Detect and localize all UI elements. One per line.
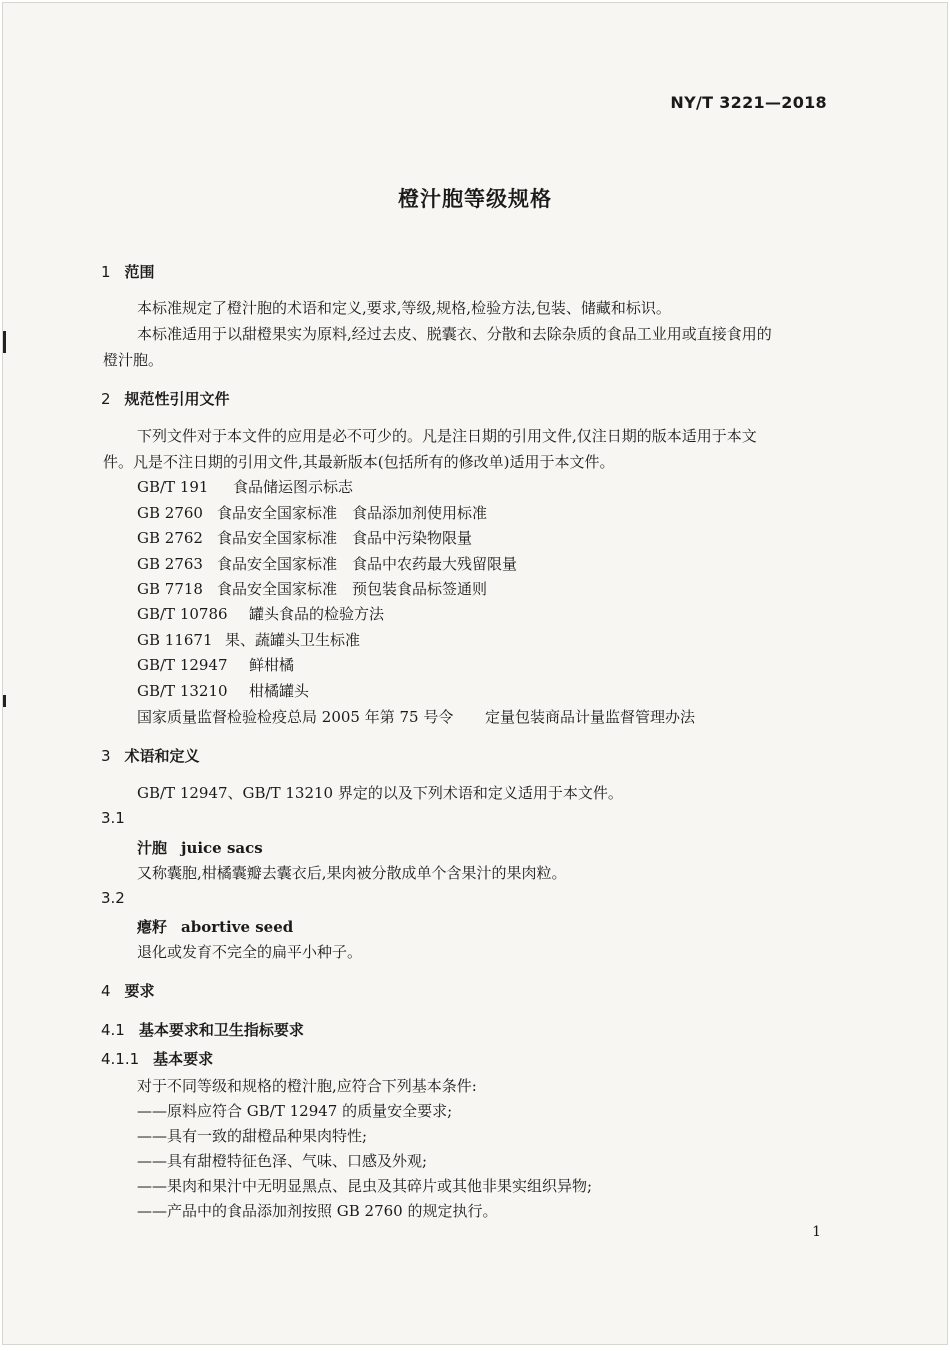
requirement-item: ——具有一致的甜橙品种果肉特性; (137, 1127, 368, 1145)
reference-code: GB/T 12947 (137, 656, 228, 674)
clause-number: 3.1 (101, 809, 125, 827)
scope-paragraph-2-line-1: 本标准适用于以甜橙果实为原料,经过去皮、脱囊衣、分散和去除杂质的食品工业用或直接食用的 (137, 325, 772, 343)
section-number: 4 (101, 982, 111, 1000)
reference-item (137, 654, 294, 675)
reference-name: 柑橘罐头 (249, 682, 310, 700)
term-name: 汁胞 (137, 839, 168, 857)
reference-name: 定量包装商品计量监督管理办法 (485, 708, 696, 726)
reference-name: 食品储运图示标志 (233, 478, 354, 496)
section-number: 3 (101, 747, 111, 765)
reference-item (137, 706, 695, 727)
subsection-4-1-1-heading (101, 1048, 213, 1069)
reference-name: 罐头食品的检验方法 (249, 605, 385, 623)
reference-name: 鲜柑橘 (249, 656, 295, 674)
subsection-number: 4.1 (101, 1021, 125, 1039)
reference-name: 食品安全国家标准 预包装食品标签通则 (217, 580, 488, 598)
reference-code: GB 2763 (137, 555, 203, 573)
section-title: 要求 (124, 982, 155, 1000)
references-intro-line-1: 下列文件对于本文件的应用是必不可少的。凡是注日期的引用文件,仅注日期的版本适用于本文 (137, 427, 757, 445)
requirement-item: ——产品中的食品添加剂按照 GB 2760 的规定执行。 (137, 1202, 498, 1220)
standard-number: NY/T 3221—2018 (670, 93, 827, 112)
reference-code: GB/T 10786 (137, 605, 228, 623)
scan-edge-mark (3, 331, 6, 353)
reference-name: 果、蔬罐头卫生标准 (225, 631, 361, 649)
term-name: 瘪籽 (137, 918, 168, 936)
reference-item (137, 629, 360, 650)
subsection-title: 基本要求和卫生指标要求 (138, 1021, 304, 1039)
term-english: juice sacs (181, 839, 263, 857)
scope-paragraph-2-line-2: 橙汁胞。 (103, 351, 164, 369)
reference-code: GB 2762 (137, 529, 203, 547)
reference-item (137, 578, 487, 599)
section-4-heading (101, 980, 155, 1001)
scope-paragraph-1: 本标准规定了橙汁胞的术语和定义,要求,等级,规格,检验方法,包装、储藏和标识。 (137, 299, 671, 317)
reference-code: GB/T 191 (137, 478, 209, 496)
term-definition: 退化或发育不完全的扁平小种子。 (137, 943, 363, 961)
reference-item (137, 476, 353, 497)
reference-code: 国家质量监督检验检疫总局 2005 年第 75 号令 (137, 708, 454, 726)
subsection-number: 4.1.1 (101, 1050, 140, 1068)
section-3-heading (101, 745, 200, 766)
term-definition: 又称囊胞,柑橘囊瓣去囊衣后,果肉被分散成单个含果汁的果肉粒。 (137, 864, 567, 882)
section-1-heading (101, 261, 155, 282)
document-title: 橙汁胞等级规格 (398, 187, 552, 211)
section-title: 术语和定义 (124, 747, 200, 765)
term-english: abortive seed (181, 918, 294, 936)
section-title: 范围 (124, 263, 155, 281)
reference-code: GB/T 13210 (137, 682, 228, 700)
reference-code: GB 2760 (137, 504, 203, 522)
scan-edge-mark (3, 695, 6, 707)
reference-item (137, 680, 309, 701)
reference-item (137, 527, 472, 548)
reference-item (137, 553, 517, 574)
basic-requirements-intro: 对于不同等级和规格的橙汁胞,应符合下列基本条件: (137, 1077, 477, 1095)
reference-name: 食品安全国家标准 食品中农药最大残留限量 (217, 555, 518, 573)
document-page (2, 2, 948, 1345)
clause-number: 3.2 (101, 889, 125, 907)
subsection-title: 基本要求 (153, 1050, 214, 1068)
requirement-item: ——果肉和果汁中无明显黑点、昆虫及其碎片或其他非果实组织异物; (137, 1177, 593, 1195)
section-title: 规范性引用文件 (124, 390, 230, 408)
reference-name: 食品安全国家标准 食品添加剂使用标准 (217, 504, 488, 522)
reference-code: GB 7718 (137, 580, 203, 598)
term-heading (137, 916, 293, 937)
term-heading (137, 837, 263, 858)
section-2-heading (101, 388, 230, 409)
references-intro-line-2: 件。凡是不注日期的引用文件,其最新版本(包括所有的修改单)适用于本文件。 (103, 453, 615, 471)
page-number: 1 (812, 1224, 821, 1240)
reference-name: 食品安全国家标准 食品中污染物限量 (217, 529, 473, 547)
subsection-4-1-heading (101, 1019, 304, 1040)
reference-code: GB 11671 (137, 631, 213, 649)
requirement-item: ——具有甜橙特征色泽、气味、口感及外观; (137, 1152, 428, 1170)
section-number: 1 (101, 263, 111, 281)
reference-item (137, 603, 384, 624)
reference-item (137, 502, 487, 523)
section-number: 2 (101, 390, 111, 408)
terms-intro: GB/T 12947、GB/T 13210 界定的以及下列术语和定义适用于本文件。 (137, 784, 623, 802)
requirement-item: ——原料应符合 GB/T 12947 的质量安全要求; (137, 1102, 453, 1120)
